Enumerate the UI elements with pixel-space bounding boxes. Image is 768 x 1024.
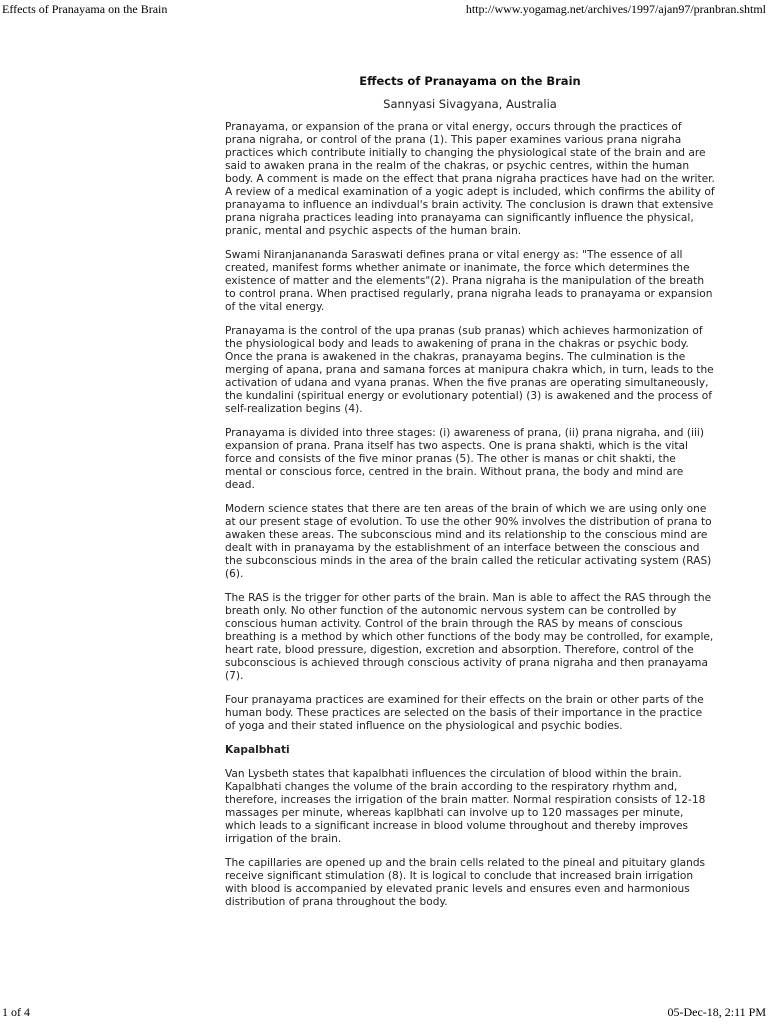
paragraph: The capillaries are opened up and the brain cells related to the pineal and pituitary glands receive significant stimulation (8). It is logical to conclude that increased brain irrigation with blood is accompanied by elevated pranic levels and ensures even and harmonious distribution of prana throughout the body. <box>225 857 706 908</box>
paragraph: Pranayama, or expansion of the prana or vital energy, occurs through the practices of prana nigraha, or control of the prana (1). This paper examines various prana nigraha practices which contribute initially to changing the physiological state of the brain and are said to awaken prana in the realm of the chakras, or psychic centres, within the human body. A comment is made on the effect that prana nigraha practices have had on the writer. A review of a medical examination of a yogic adept is included, which confirms the ability of pranayama to influence an indivdual's brain activity. The conclusion is drawn that extensive prana nigraha practices leading into pranayama can significantly influence the physical, pranic, mental and psychic aspects of the human brain. <box>225 121 715 237</box>
section-heading: Kapalbhati <box>225 744 290 756</box>
paragraph: Van Lysbeth states that kapalbhati influences the circulation of blood within the brain. Kapalbhati changes the volume of the brain according to the respiratory rhythm and, therefore, increases the irrigation of the brain matter. Normal respiration consists of 12-18 massages per minute, whereas kaplbhati can involve up to 120 massages per minute, which leads to a significant increase in blood volume throughout and thereby improves irrigation of the brain. <box>225 768 706 845</box>
paragraph: Swami Niranjanananda Saraswati defines prana or vital energy as: "The essence of all created, manifest forms whether animate or inanimate, the force which determines the existence of matter and the elements"(2). Prana nigraha is the manipulation of the breath to control prana. When practised regularly, prana nigraha leads to pranayama or expansion of the vital energy. <box>225 249 713 313</box>
paragraph: Four pranayama practices are examined for their effects on the brain or other parts of the human body. These practices are selected on the basis of their importance in the practice of yoga and their stated influence on the physiological and psychic bodies. <box>225 694 704 732</box>
print-header <box>2 2 766 18</box>
paragraph: Pranayama is divided into three stages: (i) awareness of prana, (ii) prana nigraha, and (iii) expansion of prana. Prana itself has two aspects. One is prana shakti, which is the vital force and consists of the five minor pranas (5). The other is manas or chit shakti, the mental or conscious force, centred in the brain. Without prana, the body and mind are dead. <box>225 427 704 491</box>
paragraph: Modern science states that there are ten areas of the brain of which we are using only one at our present stage of evolution. To use the other 90% involves the distribution of prana to awaken these areas. The subconscious mind and its relationship to the conscious mind are dealt with in pranayama by the establishment of an interface between the conscious and the subconscious minds in the area of the brain called the reticular activating system (RAS) (6). <box>225 503 712 580</box>
header-url[interactable]: http://www.yogamag.net/archives/1997/ajan97/pranbran.shtml <box>465 2 766 16</box>
article <box>225 74 715 920</box>
header-page-title: Effects of Pranayama on the Brain <box>2 2 168 16</box>
print-footer <box>2 1004 766 1020</box>
footer-timestamp: 05-Dec-18, 2:11 PM <box>667 1005 766 1019</box>
article-author: Sannyasi Sivagyana, Australia <box>383 97 557 111</box>
footer-page-count: 1 of 4 <box>2 1005 30 1019</box>
paragraph: Pranayama is the control of the upa pranas (sub pranas) which achieves harmonization of the physiological body and leads to awakening of prana in the chakras or psychic body. Once the prana is awakened in the chakras, pranayama begins. The culmination is the merging of apana, prana and samana forces at manipura chakra which, in turn, leads to the activation of udana and vyana pranas. When the five pranas are operating simultaneously, the kundalini (spiritual energy or evolutionary potential) (3) is awakened and the process of self-realization begins (4). <box>225 325 714 415</box>
article-title: Effects of Pranayama on the Brain <box>359 74 581 88</box>
paragraph: The RAS is the trigger for other parts of the brain. Man is able to affect the RAS through the breath only. No other function of the autonomic nervous system can be controlled by conscious human activity. Control of the brain through the RAS by means of conscious breathing is a method by which other functions of the body may be controlled, for example, heart rate, blood pressure, digestion, excretion and absorption. Therefore, control of the subconscious is achieved through conscious activity of prana nigraha and then pranayama (7). <box>225 592 714 682</box>
